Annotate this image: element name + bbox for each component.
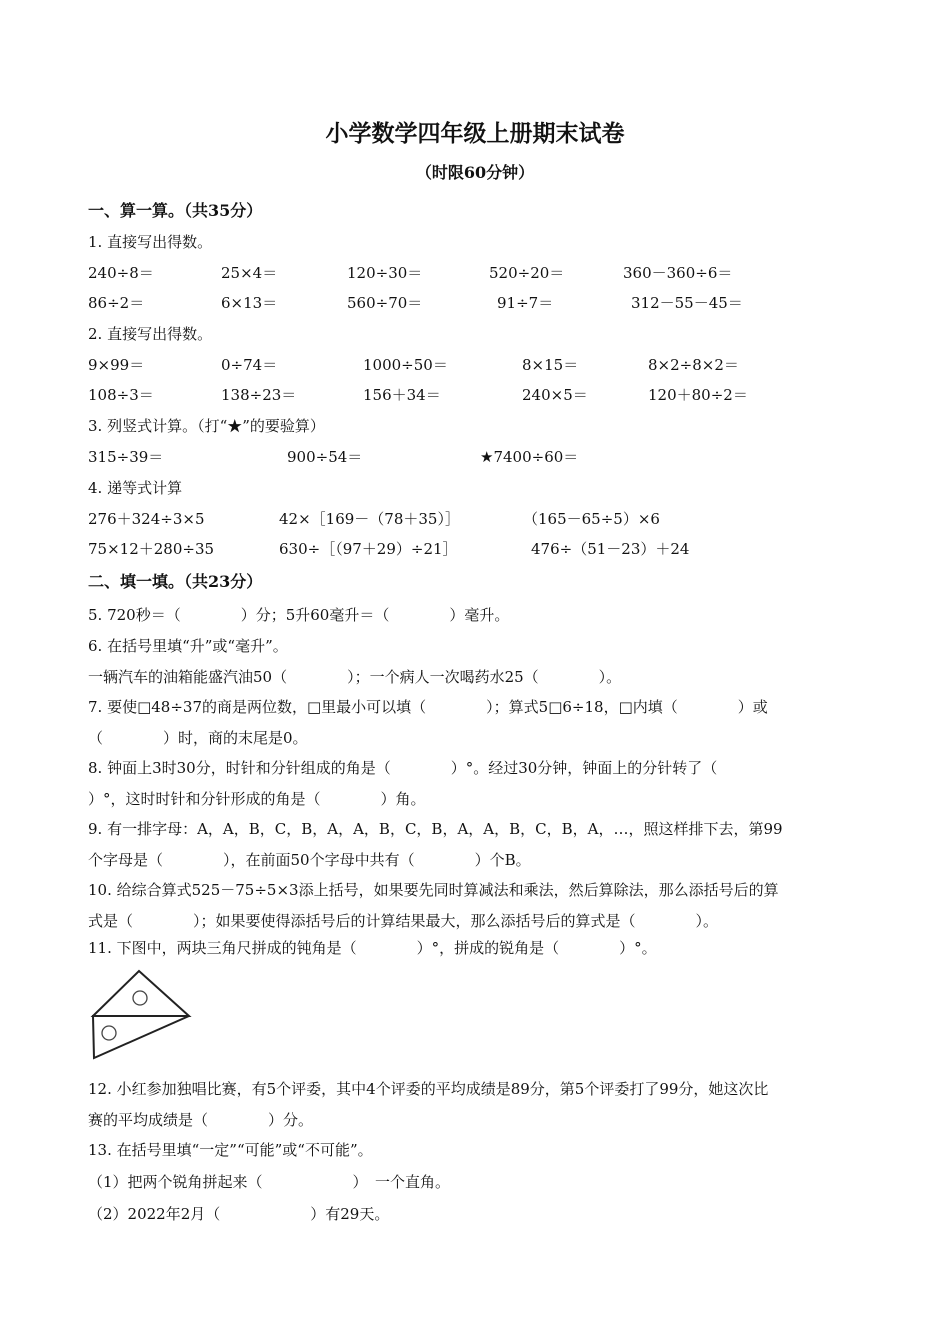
q10-line1: 10. 给综合算式525－75÷5×3添上括号，如果要先同时算减法和乘法，然后算除法，那么添括号后的算 — [88, 881, 779, 899]
q1-item: 520÷20＝ — [489, 264, 565, 282]
q8-line2: ）°，这时时针和分针形成的角是（ ）角。 — [88, 790, 426, 808]
q8-line1: 8. 钟面上3时30分，时针和分针组成的角是（ ）°。经过30分钟，钟面上的分针转了（ — [88, 759, 718, 777]
q9-line1: 9. 有一排字母：A，A，B，C，B，A，A，B，C，B，A，A，B，C，B，A，…，照这样排下去，第99 — [88, 820, 783, 838]
q1-item: 560÷70＝ — [347, 294, 423, 312]
q4-item: 276＋324÷3×5 — [88, 510, 205, 528]
q1-item: 312－55－45＝ — [631, 294, 743, 312]
ruler-hole-bottom — [102, 1026, 116, 1040]
q2-item: 8×15＝ — [522, 356, 579, 374]
ruler-hole-top — [133, 991, 147, 1005]
q2-item: 156＋34＝ — [363, 386, 441, 404]
q1-item: 86÷2＝ — [88, 294, 145, 312]
q1-item: 25×4＝ — [221, 264, 278, 282]
q2-item: 9×99＝ — [88, 356, 145, 374]
q2-item: 108÷3＝ — [88, 386, 154, 404]
q12-line1: 12. 小红参加独唱比赛，有5个评委，其中4个评委的平均成绩是89分，第5个评委打了99分，她这次比 — [88, 1080, 769, 1098]
q10-line2: 式是（ ）；如果要使得添括号后的计算结果最大，那么添括号后的算式是（ ）。 — [88, 912, 719, 930]
q4-item: （165－65÷5）×6 — [523, 510, 660, 528]
q2-item: 240×5＝ — [522, 386, 588, 404]
triangle-rulers-figure — [88, 968, 192, 1060]
q2-item: 138÷23＝ — [221, 386, 297, 404]
q13-item-1: （1）把两个锐角拼起来（ ） 一个直角。 — [88, 1173, 451, 1191]
triangle-ruler-top — [93, 971, 189, 1016]
q4-item: 42×［169－（78＋35）］ — [279, 510, 460, 528]
q3-item: 900÷54＝ — [287, 448, 363, 466]
q4-item: 630÷［（97＋29）÷21］ — [279, 540, 458, 558]
q1-item: 240÷8＝ — [88, 264, 154, 282]
q4-label: 4. 递等式计算 — [88, 479, 183, 497]
time-limit: （时限60分钟） — [415, 163, 535, 182]
q12-line2: 赛的平均成绩是（ ）分。 — [88, 1111, 314, 1129]
q4-item: 476÷（51－23）＋24 — [531, 540, 690, 558]
q3-item: ★7400÷60＝ — [480, 448, 579, 466]
q7-line2: （ ）时，商的末尾是0。 — [88, 729, 308, 747]
q1-item: 6×13＝ — [221, 294, 278, 312]
q13-item-2: （2）2022年2月（ ）有29天。 — [88, 1205, 390, 1223]
q13-label: 13. 在括号里填“一定”“可能”或“不可能”。 — [88, 1141, 373, 1159]
q1-item: 120÷30＝ — [347, 264, 423, 282]
q1-label: 1. 直接写出得数。 — [88, 233, 213, 251]
q3-label: 3. 列竖式计算。（打“★”的要验算） — [88, 417, 325, 435]
q7-line1: 7. 要使□48÷37的商是两位数，□里最小可以填（ ）；算式5□6÷18，□内填（ ）或 — [88, 698, 768, 716]
triangle-ruler-bottom — [93, 1016, 189, 1058]
q1-item: 360－360÷6＝ — [623, 264, 733, 282]
q11: 11. 下图中，两块三角尺拼成的钝角是（ ）°，拼成的锐角是（ ）°。 — [88, 939, 657, 957]
q2-item: 0÷74＝ — [221, 356, 278, 374]
q6-label: 6. 在括号里填“升”或“毫升”。 — [88, 637, 288, 655]
q2-item: 1000÷50＝ — [363, 356, 448, 374]
q2-item: 120＋80÷2＝ — [648, 386, 748, 404]
q6-line: 一辆汽车的油箱能盛汽油50（ ）；一个病人一次喝药水25（ ）。 — [88, 668, 622, 686]
q3-item: 315÷39＝ — [88, 448, 164, 466]
page-title: 小学数学四年级上册期末试卷 — [325, 120, 625, 147]
q9-line2: 个字母是（ ），在前面50个字母中共有（ ）个B。 — [88, 851, 531, 869]
q1-item: 91÷7＝ — [497, 294, 554, 312]
q2-label: 2. 直接写出得数。 — [88, 325, 213, 343]
section-1-heading: 一、算一算。（共35分） — [88, 201, 263, 220]
section-2-heading: 二、填一填。（共23分） — [88, 572, 263, 591]
q2-item: 8×2÷8×2＝ — [648, 356, 739, 374]
q4-item: 75×12＋280÷35 — [88, 540, 215, 558]
q5: 5. 720秒＝（ ）分；5升60毫升＝（ ）毫升。 — [88, 606, 510, 624]
